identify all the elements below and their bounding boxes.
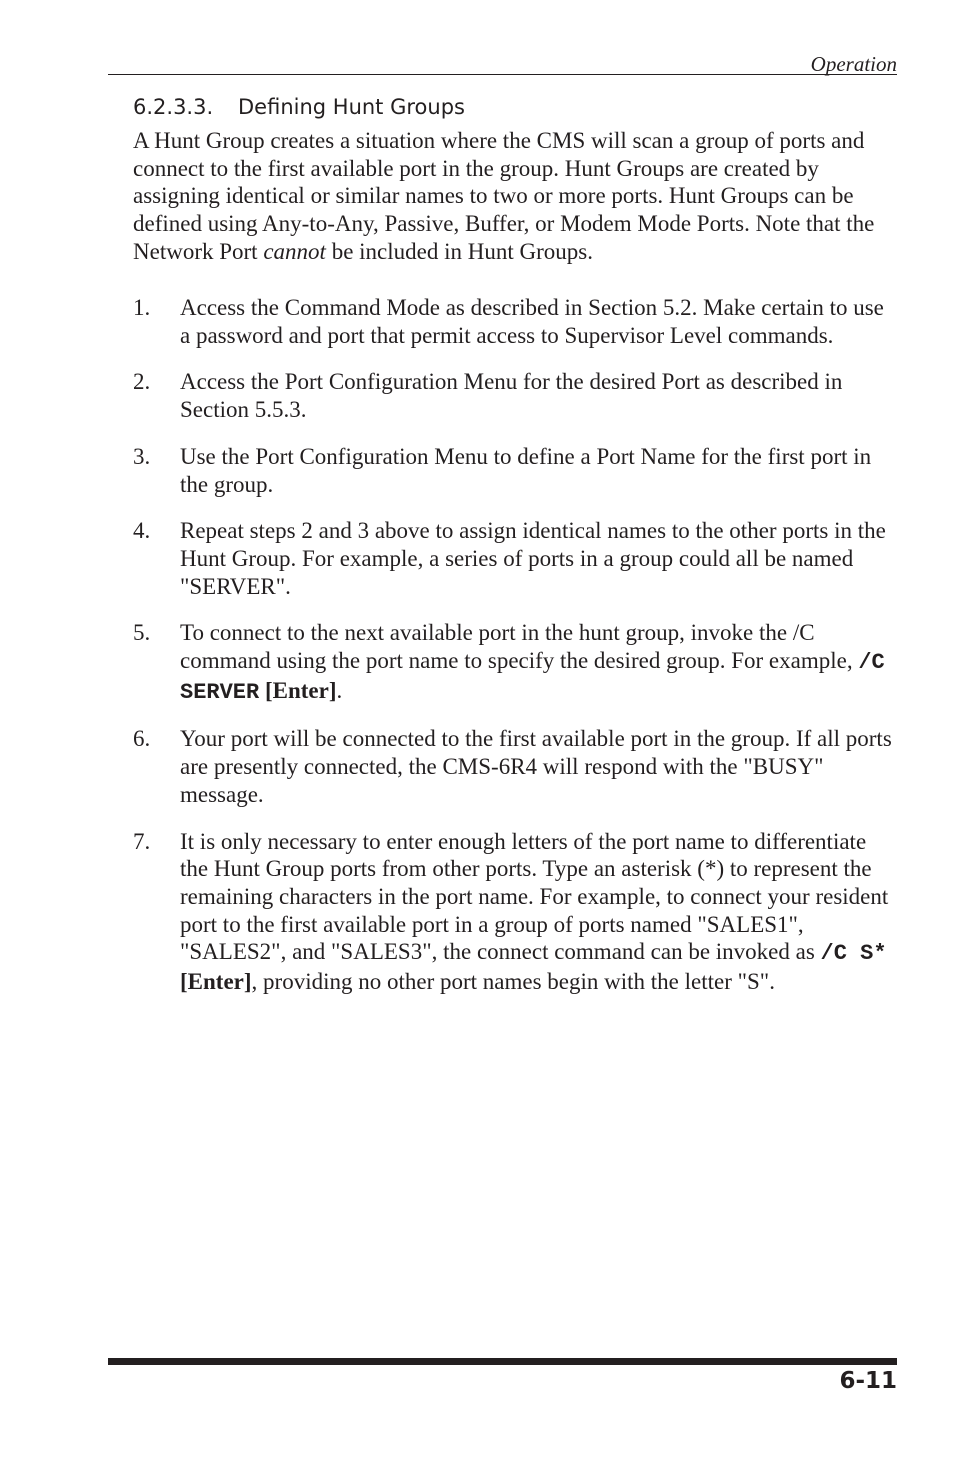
step-number: 1. bbox=[133, 295, 151, 320]
section-number: 6.2.3.3. bbox=[133, 95, 214, 119]
step-text: Access the Port Configuration Menu for the desired Port as described in Section 5.5.3. bbox=[180, 369, 843, 423]
command-text: /C SERVER bbox=[180, 650, 885, 705]
enter-key-text: [Enter] bbox=[259, 677, 337, 703]
step-text: Use the Port Configuration Menu to define a Port Name for the first port in the group. bbox=[180, 443, 872, 497]
step-number: 4. bbox=[133, 518, 151, 544]
step-item bbox=[133, 368, 898, 423]
intro-paragraph bbox=[133, 127, 898, 266]
step-number: 3. bbox=[133, 443, 151, 469]
step-number: 6. bbox=[133, 726, 151, 752]
intro-text-end: be included in Hunt Groups. bbox=[325, 238, 593, 264]
intro-text: A Hunt Group creates a situation where the CMS will scan a group of ports and connect to the first available port in the group. Hunt Groups are created by assigning identical or similar names to two or more ports. Hunt Groups can be defined using Any-to-Any, Passive, Buffer, or Modem Mode Ports. Note that the Network Port bbox=[133, 128, 875, 264]
step-text-end: . bbox=[336, 677, 343, 703]
step-item bbox=[133, 725, 898, 808]
step-item bbox=[133, 443, 898, 498]
section-title: Defining Hunt Groups bbox=[238, 95, 465, 119]
header-rule bbox=[108, 74, 897, 75]
step-text: Repeat steps 2 and 3 above to assign identical names to the other ports in the Hunt Group. For example, a series of ports in a group could all be named "SERVER". bbox=[180, 518, 886, 599]
running-header: Operation bbox=[810, 52, 897, 76]
step-item bbox=[133, 828, 898, 996]
footer-rule bbox=[108, 1358, 897, 1365]
enter-key-text: [Enter] bbox=[180, 969, 252, 995]
step-text-end: , providing no other port names begin with the letter "S". bbox=[251, 969, 775, 995]
step-text bbox=[180, 619, 898, 706]
step-number: 7. bbox=[133, 828, 151, 854]
step-text bbox=[180, 828, 898, 996]
step-number: 5. bbox=[133, 620, 151, 646]
steps-list bbox=[133, 294, 898, 1015]
step-text: Access the Command Mode as described in Section 5.2. Make certain to use a password and port that permit access to Supervisor Level commands. bbox=[180, 295, 884, 348]
step-item bbox=[133, 619, 898, 706]
intro-emphasis: cannot bbox=[263, 238, 326, 264]
step-item bbox=[133, 517, 898, 600]
command-text: /C S* bbox=[820, 941, 887, 967]
step-text: Your port will be connected to the first available port in the group. If all ports are presently connected, the CMS-6R4 will respond with the "BUSY" message. bbox=[180, 726, 892, 807]
step-text-part: To connect to the next available port in the hunt group, invoke the /C command using the port name to specify the desired group. For example, bbox=[180, 620, 859, 674]
step-item bbox=[133, 294, 898, 349]
section-heading bbox=[133, 92, 465, 122]
step-number: 2. bbox=[133, 369, 151, 395]
page-number: 6-11 bbox=[839, 1368, 897, 1394]
step-text-part: It is only necessary to enter enough letters of the port name to differentiate the Hunt Group ports from other ports. Type an asterisk (*) to represent the remaining characters in the port name. For example, to connect your resident port to the first available port in a group of ports named "SALES1", "SALES2", and "SALES3", the connect command can be invoked as bbox=[180, 828, 889, 965]
